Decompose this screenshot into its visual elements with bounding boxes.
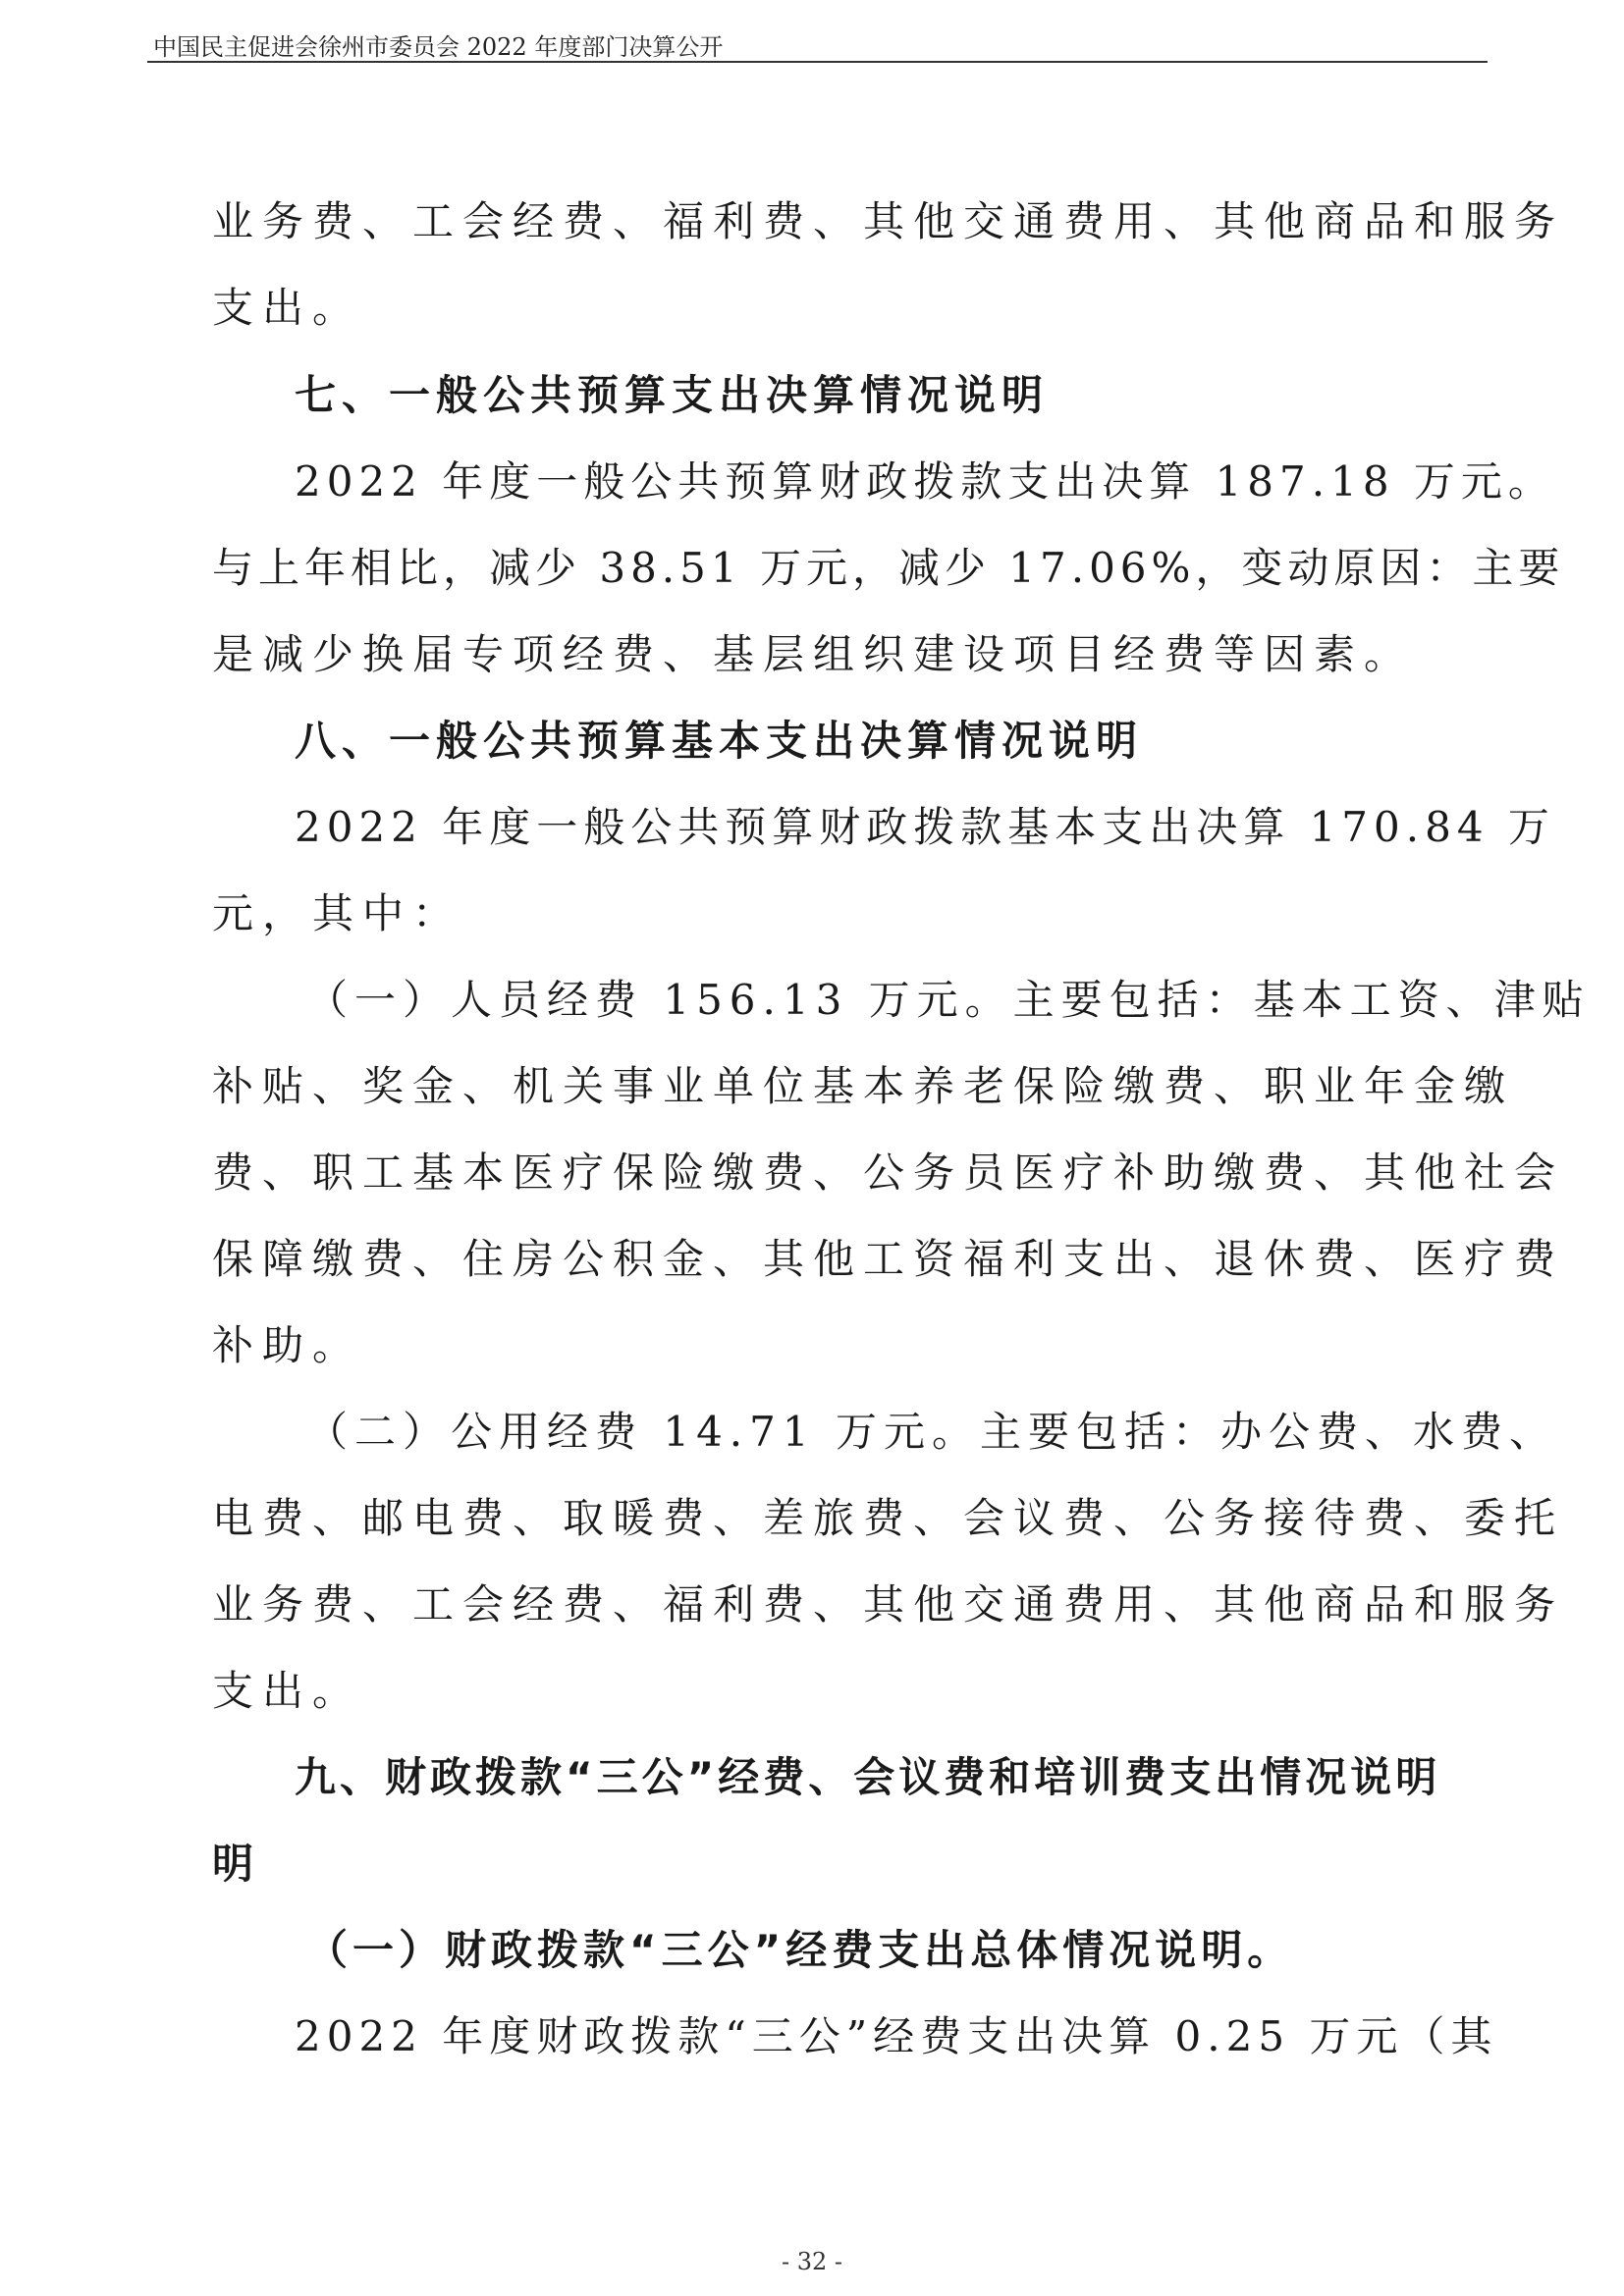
body-line: 是减少换届专项经费、基层组织建设项目经费等因素。 [212, 630, 1415, 678]
body-line: 2022 年度一般公共预算财政拨款基本支出决算 170.84 万 [295, 803, 1555, 851]
body-line: 保障缴费、住房公积金、其他工资福利支出、退休费、医疗费 [212, 1235, 1565, 1283]
subsection-line: （一）人员经费 156.13 万元。主要包括：基本工资、津贴 [306, 976, 1591, 1024]
subsection-line: （二）公用经费 14.71 万元。主要包括：办公费、水费、 [306, 1408, 1557, 1456]
page-number: - 32 - [781, 2248, 842, 2275]
header-title: 中国民主促进会徐州市委员会 2022 年度部门决算公开 [153, 33, 724, 61]
section-heading-8: 八、一般公共预算基本支出决算情况说明 [295, 717, 1144, 765]
body-line: 元，其中： [212, 889, 463, 937]
page-header [147, 22, 1488, 63]
body-line: 2022 年度财政拨款“三公”经费支出决算 0.25 万元（其 [295, 2012, 1498, 2060]
subsection-heading: （一）财政拨款“三公”经费支出总体情况说明。 [306, 1926, 1294, 1974]
body-line: 补助。 [212, 1321, 363, 1369]
section-heading-7: 七、一般公共预算支出决算情况说明 [295, 371, 1050, 419]
body-line: 支出。 [212, 284, 363, 332]
body-line: 业务费、工会经费、福利费、其他交通费用、其他商品和服务 [212, 1580, 1565, 1629]
body-line: 2022 年度一般公共预算财政拨款支出决算 187.18 万元。 [295, 457, 1555, 506]
body-line: 支出。 [212, 1667, 363, 1715]
body-line: 补贴、奖金、机关事业单位基本养老保险缴费、职业年金缴 [212, 1062, 1515, 1110]
section-heading-9: 九、财政拨款“三公”经费、会议费和培训费支出情况说明 [295, 1753, 1441, 1801]
section-heading-9-cont: 明 [212, 1840, 260, 1888]
body-line: 业务费、工会经费、福利费、其他交通费用、其他商品和服务 [212, 197, 1565, 245]
body-line: 电费、邮电费、取暖费、差旅费、会议费、公务接待费、委托 [212, 1494, 1565, 1542]
body-line: 费、职工基本医疗保险缴费、公务员医疗补助缴费、其他社会 [212, 1148, 1565, 1197]
body-line: 与上年相比，减少 38.51 万元，减少 17.06%，变动原因：主要 [212, 544, 1565, 592]
